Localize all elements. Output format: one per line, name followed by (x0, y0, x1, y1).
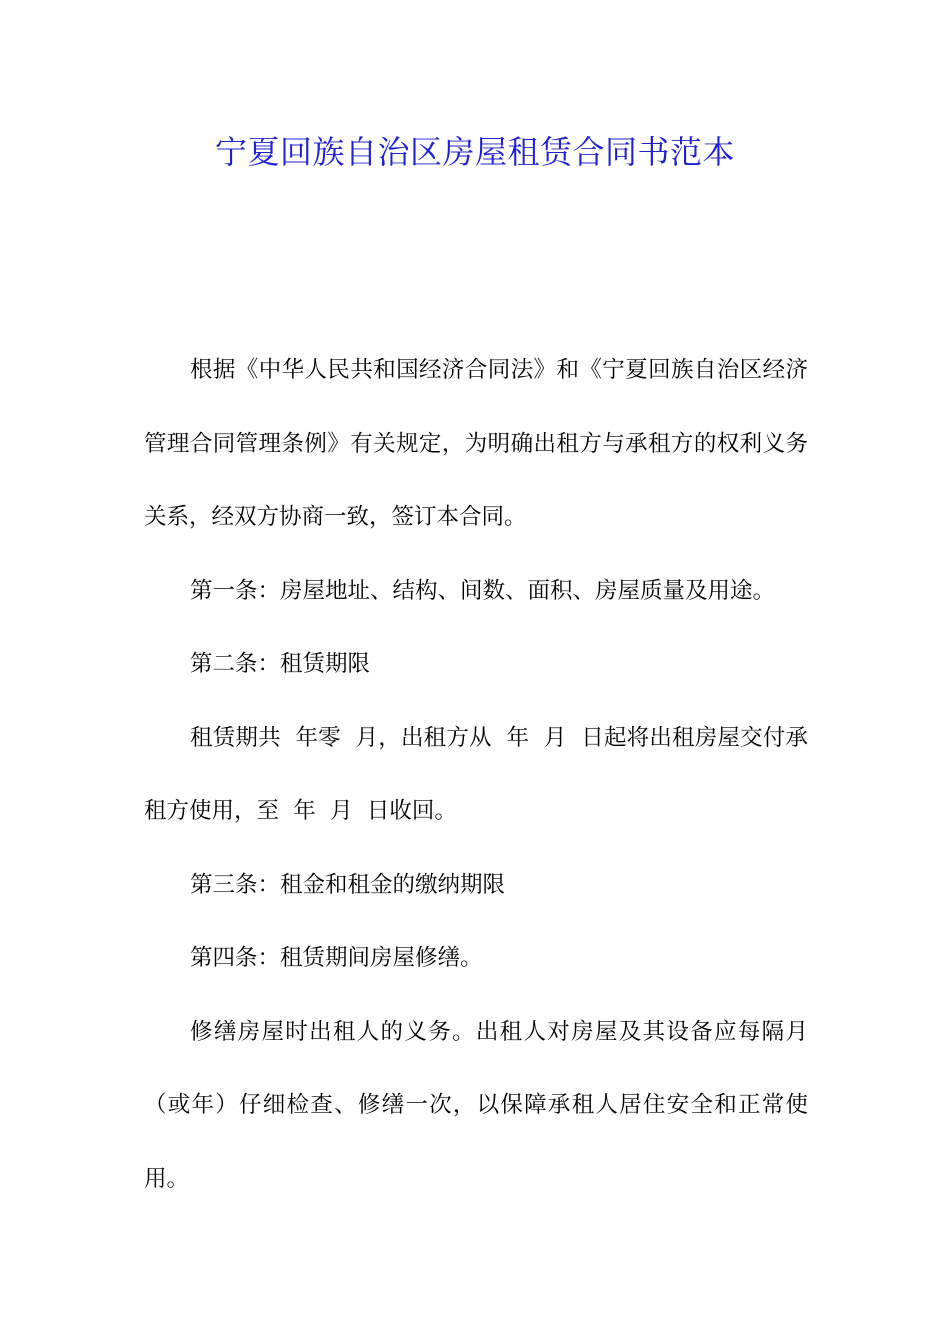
paragraph-article-2: 第二条：租赁期限 (190, 651, 371, 677)
paragraph-article-3: 第三条：租金和租金的缴纳期限 (190, 871, 506, 898)
document-title: 宁夏回族自治区房屋租赁合同书范本 (214, 133, 735, 171)
paragraph-lease-term: 租赁期共 年零 月，出租方从 年 月 日起将出租房屋交付承租方使用，至 年 月 日收回。 (144, 724, 808, 824)
paragraph-preamble: 根据《中华人民共和国经济合同法》和《宁夏回族自治区经济管理合同管理条例》有关规定，为明确出租方与承租方的权利义务关系，经双方协商一致，签订本合同。 (144, 357, 808, 530)
paragraph-article-1: 第一条：房屋地址、结构、间数、面积、房屋质量及用途。 (190, 577, 776, 604)
paragraph-repair-duty: 修缮房屋时出租人的义务。出租人对房屋及其设备应每隔月（或年）仔细检查、修缮一次，以保障承租人居住安全和正常使用。 (144, 1018, 808, 1192)
document-body (144, 334, 808, 1216)
paragraph-article-4: 第四条：租赁期间房屋修缮。 (190, 945, 483, 971)
